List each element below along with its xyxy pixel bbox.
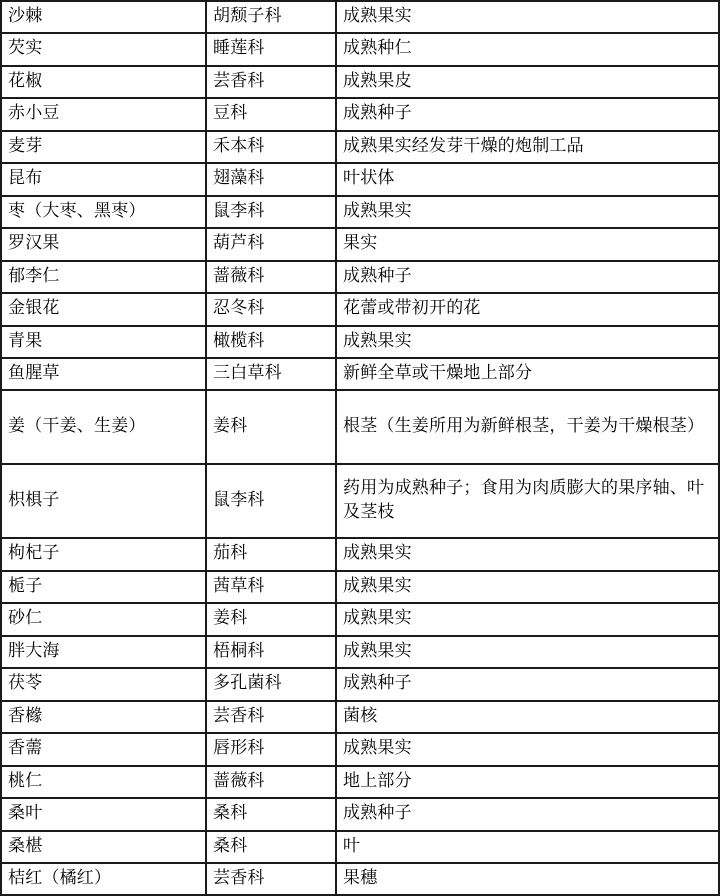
table-row [1, 538, 719, 570]
cell-family: 睡莲科 [206, 33, 336, 65]
cell-family: 茄科 [206, 538, 336, 570]
table-row [1, 228, 719, 260]
cell-family: 桑科 [206, 831, 336, 863]
cell-name: 枸杞子 [1, 538, 206, 570]
cell-part: 成熟果实 [336, 603, 719, 635]
cell-family: 忍冬科 [206, 293, 336, 325]
cell-family: 鼠李科 [206, 464, 336, 538]
cell-part: 成熟果实 [336, 733, 719, 765]
cell-part: 叶 [336, 831, 719, 863]
table-row [1, 358, 719, 390]
cell-part: 成熟果实 [336, 636, 719, 668]
table-row [1, 831, 719, 863]
table-row [1, 66, 719, 98]
cell-part: 果穗 [336, 863, 719, 895]
table-row [1, 571, 719, 603]
table-row [1, 131, 719, 163]
table-row [1, 390, 719, 464]
cell-name: 枳椇子 [1, 464, 206, 538]
cell-part: 花蕾或带初开的花 [336, 293, 719, 325]
cell-name: 桑椹 [1, 831, 206, 863]
table-row [1, 326, 719, 358]
cell-part: 成熟果实 [336, 538, 719, 570]
cell-part: 成熟种子 [336, 668, 719, 700]
table-row [1, 163, 719, 195]
cell-name: 枣（大枣、黑枣） [1, 196, 206, 228]
cell-name: 香橼 [1, 701, 206, 733]
cell-part: 药用为成熟种子；食用为肉质膨大的果序轴、叶及茎枝 [336, 464, 719, 538]
cell-name: 沙棘 [1, 1, 206, 33]
cell-name: 胖大海 [1, 636, 206, 668]
cell-part: 成熟果实 [336, 1, 719, 33]
cell-part: 成熟果实 [336, 571, 719, 603]
cell-part: 成熟种子 [336, 98, 719, 130]
cell-name: 花椒 [1, 66, 206, 98]
table-row [1, 603, 719, 635]
table-row [1, 98, 719, 130]
table-row [1, 701, 719, 733]
table-row [1, 668, 719, 700]
cell-name: 昆布 [1, 163, 206, 195]
cell-part: 成熟种子 [336, 798, 719, 830]
cell-family: 翅藻科 [206, 163, 336, 195]
cell-family: 蔷薇科 [206, 261, 336, 293]
cell-family: 芸香科 [206, 863, 336, 895]
table-row [1, 33, 719, 65]
cell-part: 成熟种子 [336, 261, 719, 293]
cell-part: 根茎（生姜所用为新鲜根茎，干姜为干燥根茎） [336, 390, 719, 464]
table-row [1, 733, 719, 765]
table-row [1, 863, 719, 895]
cell-family: 唇形科 [206, 733, 336, 765]
table-body [1, 1, 719, 895]
table-row [1, 293, 719, 325]
cell-name: 鱼腥草 [1, 358, 206, 390]
cell-part: 成熟种仁 [336, 33, 719, 65]
cell-part: 果实 [336, 228, 719, 260]
cell-name: 桔红（橘红） [1, 863, 206, 895]
cell-family: 豆科 [206, 98, 336, 130]
cell-name: 桃仁 [1, 766, 206, 798]
cell-name: 麦芽 [1, 131, 206, 163]
table-row [1, 636, 719, 668]
cell-family: 三白草科 [206, 358, 336, 390]
cell-name: 姜（干姜、生姜） [1, 390, 206, 464]
cell-family: 禾本科 [206, 131, 336, 163]
cell-name: 郁李仁 [1, 261, 206, 293]
cell-part: 叶状体 [336, 163, 719, 195]
cell-name: 桑叶 [1, 798, 206, 830]
cell-name: 青果 [1, 326, 206, 358]
cell-name: 赤小豆 [1, 98, 206, 130]
cell-family: 姜科 [206, 603, 336, 635]
cell-part: 地上部分 [336, 766, 719, 798]
cell-family: 茜草科 [206, 571, 336, 603]
cell-part: 菌核 [336, 701, 719, 733]
cell-family: 蔷薇科 [206, 766, 336, 798]
cell-family: 芸香科 [206, 701, 336, 733]
table-row [1, 196, 719, 228]
cell-name: 栀子 [1, 571, 206, 603]
table-row [1, 464, 719, 538]
cell-family: 橄榄科 [206, 326, 336, 358]
cell-part: 成熟果实经发芽干燥的炮制工品 [336, 131, 719, 163]
cell-family: 桑科 [206, 798, 336, 830]
cell-name: 茯苓 [1, 668, 206, 700]
cell-name: 金银花 [1, 293, 206, 325]
cell-family: 鼠李科 [206, 196, 336, 228]
cell-family: 胡颓子科 [206, 1, 336, 33]
cell-family: 姜科 [206, 390, 336, 464]
table-row [1, 766, 719, 798]
table-row [1, 261, 719, 293]
cell-part: 成熟果皮 [336, 66, 719, 98]
cell-family: 葫芦科 [206, 228, 336, 260]
cell-part: 成熟果实 [336, 326, 719, 358]
cell-name: 芡实 [1, 33, 206, 65]
cell-part: 新鲜全草或干燥地上部分 [336, 358, 719, 390]
table-row [1, 798, 719, 830]
cell-name: 砂仁 [1, 603, 206, 635]
table-row [1, 1, 719, 33]
cell-name: 罗汉果 [1, 228, 206, 260]
cell-family: 梧桐科 [206, 636, 336, 668]
cell-part: 成熟果实 [336, 196, 719, 228]
cell-name: 香薷 [1, 733, 206, 765]
cell-family: 芸香科 [206, 66, 336, 98]
cell-family: 多孔菌科 [206, 668, 336, 700]
